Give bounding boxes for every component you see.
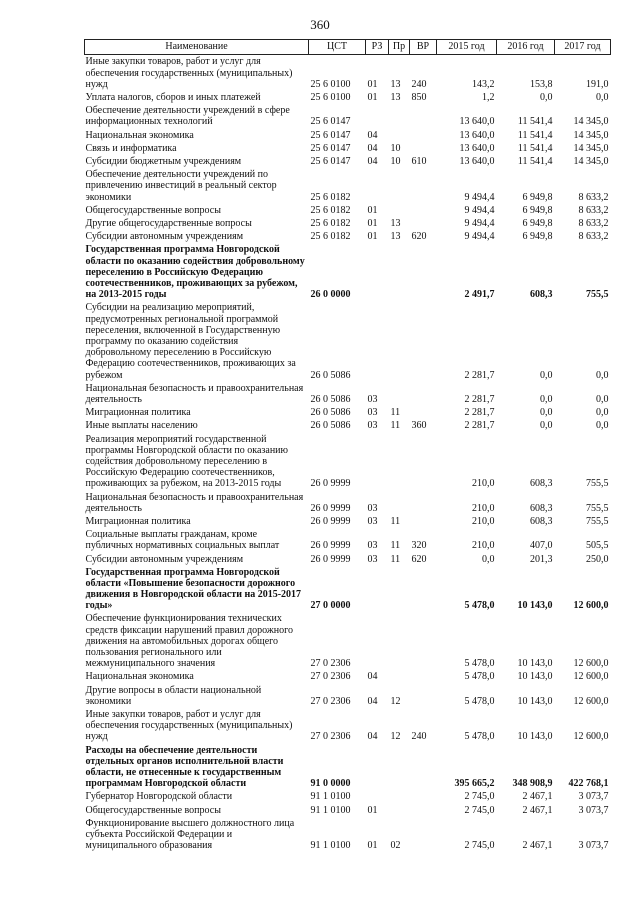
row-rz	[366, 242, 389, 300]
row-2017: 0,0	[596, 393, 609, 405]
row-pr: 11	[390, 540, 401, 552]
row-2015: 9 494,4	[464, 204, 495, 216]
row-name: Губернатор Новгородской области	[85, 791, 233, 803]
row-rz	[366, 612, 389, 670]
row-pr	[389, 789, 410, 802]
row-vr	[410, 300, 437, 380]
row-2016: 11 541,4	[517, 129, 553, 141]
row-vr	[410, 381, 437, 405]
row-vr	[410, 432, 437, 490]
row-rz: 01	[367, 204, 378, 216]
row-vr	[410, 405, 437, 418]
row-2016: 11 541,4	[517, 156, 553, 168]
row-rz: 03	[367, 515, 378, 527]
row-cst: 25 6 0182	[310, 231, 351, 243]
row-pr	[389, 803, 410, 816]
row-rz	[366, 300, 389, 380]
row-vr	[410, 803, 437, 816]
row-rz: 03	[367, 393, 378, 405]
row-2015: 5 478,0	[464, 600, 495, 612]
row-name: Миграционная политика	[85, 407, 191, 419]
row-2016: 2 467,1	[522, 791, 553, 803]
row-cst: 26 0 9999	[310, 478, 351, 490]
row-2017: 755,5	[586, 502, 609, 514]
row-2016: 11 541,4	[517, 142, 553, 154]
row-pr: 02	[390, 840, 401, 852]
row-rz	[366, 789, 389, 802]
header-pr: Пр	[389, 40, 410, 55]
row-pr: 13	[390, 218, 401, 229]
row-2015: 1,2	[482, 92, 495, 104]
row-vr	[410, 141, 437, 154]
row-cst: 27 0 2306	[310, 731, 351, 743]
row-cst: 27 0 2306	[310, 658, 351, 670]
row-rz: 03	[367, 420, 378, 432]
row-pr: 11	[390, 407, 401, 419]
row-2015: 9 494,4	[464, 218, 495, 229]
row-cst: 25 6 0182	[310, 191, 351, 203]
row-pr	[389, 670, 410, 683]
table-row	[85, 90, 611, 103]
row-2017: 755,5	[586, 289, 609, 301]
row-vr	[410, 670, 437, 683]
row-2016: 0,0	[540, 420, 553, 432]
row-2016: 6 949,8	[522, 191, 553, 203]
row-cst: 91 0 0000	[310, 778, 351, 790]
row-cst: 26 0 5086	[310, 420, 351, 432]
row-vr	[410, 128, 437, 141]
row-2016: 10 143,0	[517, 658, 553, 670]
row-2015: 5 478,0	[464, 695, 495, 707]
row-name: Обеспечение деятельности учреждений по привлечению инвестиций в реальный сектор экономики	[85, 169, 277, 203]
row-2015: 5 478,0	[464, 731, 495, 743]
row-rz: 01	[367, 218, 378, 229]
row-name: Функционирование высшего должностного лица субъекта Российской Федерации и муниципального образования	[85, 817, 295, 852]
row-cst: 27 0 2306	[310, 671, 351, 683]
row-name: Уплата налогов, сборов и иных платежей	[85, 92, 261, 104]
row-2017: 12 600,0	[573, 658, 609, 670]
budget-table	[84, 39, 611, 851]
table-body	[85, 55, 611, 852]
row-2015: 210,0	[472, 478, 495, 490]
row-2017: 3 073,7	[578, 791, 609, 803]
row-vr	[410, 167, 437, 203]
row-cst: 25 6 0147	[310, 156, 351, 168]
table-row	[85, 381, 611, 405]
row-2017: 12 600,0	[573, 600, 609, 612]
row-2016: 6 949,8	[522, 218, 553, 229]
row-2017: 0,0	[596, 420, 609, 432]
table-row	[85, 490, 611, 514]
row-2016: 0,0	[540, 92, 553, 104]
row-vr: 850	[411, 92, 427, 104]
row-2015: 9 494,4	[464, 191, 495, 203]
header-vr: ВР	[410, 40, 437, 55]
table-row	[85, 141, 611, 154]
row-2017: 755,5	[586, 478, 609, 490]
row-rz: 04	[367, 731, 378, 743]
table-row	[85, 514, 611, 527]
header-name: Наименование	[85, 40, 309, 55]
row-pr: 13	[390, 231, 401, 243]
row-cst: 26 0 0000	[310, 289, 351, 301]
row-vr	[410, 203, 437, 216]
row-pr	[389, 565, 410, 612]
table-row	[85, 405, 611, 418]
row-name: Государственная программа Новгородской области «Повышение безопасности дорожного движения в Новгородской области на 2015-2017 годы»	[85, 566, 302, 612]
row-cst: 25 6 0147	[310, 129, 351, 141]
row-2016: 407,0	[530, 540, 553, 552]
row-name: Другие вопросы в области национальной экономики	[85, 684, 262, 707]
row-cst: 25 6 0182	[310, 218, 351, 229]
row-2015: 2 745,0	[464, 804, 495, 816]
row-pr: 11	[390, 420, 401, 432]
row-name: Социальные выплаты гражданам, кроме публичных нормативных социальных выплат	[85, 529, 280, 552]
row-rz: 01	[367, 840, 378, 852]
page-number: 360	[310, 17, 330, 32]
row-vr	[410, 743, 437, 790]
row-vr	[410, 816, 437, 852]
row-cst: 26 0 5086	[310, 369, 351, 381]
table-row	[85, 612, 611, 670]
row-2017: 0,0	[596, 407, 609, 419]
table-row	[85, 527, 611, 551]
row-cst: 26 0 9999	[310, 540, 351, 552]
table-row	[85, 707, 611, 743]
header-cst: ЦСТ	[309, 40, 366, 55]
table-row	[85, 670, 611, 683]
table-row	[85, 167, 611, 203]
row-name: Субсидии на реализацию мероприятий, предусмотренных региональной программой переселения, включенной в Государственную программу по оказанию содействия добровольному переселению в Российскую Федерацию соотечественников, проживающих за рубежом	[85, 302, 296, 381]
row-rz: 04	[367, 129, 378, 141]
row-2016: 201,3	[530, 553, 553, 565]
row-2016: 608,3	[530, 478, 553, 490]
row-vr: 610	[411, 156, 427, 168]
row-name: Расходы на обеспечение деятельности отдельных органов исполнительной власти области, не отнесенные к государственным программам Новгородской области	[85, 744, 284, 790]
row-name: Государственная программа Новгородской области по оказанию содействия добровольному переселению в Российскую Федерацию соотечественников, проживающих за рубежом, на 2013-2015 годы	[85, 244, 305, 301]
row-vr	[410, 612, 437, 670]
row-2017: 14 345,0	[573, 142, 609, 154]
table-row	[85, 743, 611, 790]
row-2017: 12 600,0	[573, 695, 609, 707]
row-2016: 10 143,0	[517, 671, 553, 683]
row-name: Общегосударственные вопросы	[85, 204, 221, 216]
row-pr: 11	[390, 515, 401, 527]
row-pr	[389, 167, 410, 203]
row-2017: 12 600,0	[573, 671, 609, 683]
row-cst: 25 6 0182	[310, 204, 351, 216]
row-pr: 12	[390, 731, 401, 743]
row-vr	[410, 216, 437, 229]
row-2015: 2 745,0	[464, 840, 495, 852]
row-pr: 13	[390, 78, 401, 90]
row-2015: 2 745,0	[464, 791, 495, 803]
row-2017: 250,0	[586, 553, 609, 565]
row-cst: 25 6 0100	[310, 92, 351, 104]
row-cst: 26 0 5086	[310, 393, 351, 405]
row-cst: 26 0 9999	[310, 502, 351, 514]
row-name: Субсидии автономным учреждениям	[85, 231, 244, 243]
table-row	[85, 418, 611, 431]
row-rz	[366, 432, 389, 490]
row-vr	[410, 683, 437, 707]
table-row	[85, 552, 611, 565]
row-2015: 2 491,7	[464, 289, 495, 301]
row-pr	[389, 103, 410, 127]
row-vr	[410, 565, 437, 612]
row-rz: 03	[367, 553, 378, 565]
row-2016: 6 949,8	[522, 231, 553, 243]
row-rz: 03	[367, 540, 378, 552]
row-name: Обеспечение деятельности учреждений в сфере информационных технологий	[85, 105, 290, 128]
row-rz: 03	[367, 502, 378, 514]
row-pr	[389, 300, 410, 380]
row-name: Национальная экономика	[85, 129, 194, 141]
row-2016: 153,8	[530, 78, 553, 90]
row-name: Иные выплаты населению	[85, 420, 198, 432]
row-name: Обеспечение функционирования технических средств фиксации нарушений правил дорожного движения на автомобильных дорогах общего пользования регионального или межмуниципального значения	[85, 613, 294, 670]
table-row	[85, 432, 611, 490]
row-name: Реализация мероприятий государственной программы Новгородской области по оказанию содействия добровольному переселению в Российскую Федерацию соотечественников, проживающих за рубежом, на 2013-2015 годы	[85, 433, 288, 490]
row-2016: 348 908,9	[512, 778, 553, 790]
row-2016: 0,0	[540, 407, 553, 419]
row-2015: 13 640,0	[459, 116, 495, 128]
row-pr: 13	[390, 92, 401, 104]
row-rz: 04	[367, 142, 378, 154]
row-pr: 11	[390, 553, 401, 565]
row-pr	[389, 612, 410, 670]
row-2017: 755,5	[586, 515, 609, 527]
row-cst: 26 0 9999	[310, 515, 351, 527]
row-2015: 13 640,0	[459, 142, 495, 154]
table-row	[85, 55, 611, 91]
row-2017: 422 768,1	[568, 778, 609, 790]
row-vr: 320	[411, 540, 427, 552]
row-2015: 210,0	[472, 515, 495, 527]
row-pr	[389, 381, 410, 405]
row-vr: 240	[411, 731, 427, 743]
row-2017: 12 600,0	[573, 731, 609, 743]
row-2016: 10 143,0	[517, 600, 553, 612]
row-2017: 8 633,2	[578, 231, 609, 243]
row-2015: 395 665,2	[454, 778, 495, 790]
row-2015: 0,0	[482, 553, 495, 565]
row-pr	[389, 490, 410, 514]
row-2016: 0,0	[540, 369, 553, 381]
row-cst: 91 1 0100	[310, 791, 351, 803]
table-row	[85, 565, 611, 612]
row-2016: 10 143,0	[517, 695, 553, 707]
row-cst: 26 0 9999	[310, 553, 351, 565]
row-vr	[410, 103, 437, 127]
row-pr	[389, 242, 410, 300]
row-2015: 9 494,4	[464, 231, 495, 243]
table-row	[85, 216, 611, 229]
row-rz: 01	[367, 92, 378, 104]
table-row	[85, 803, 611, 816]
row-rz: 04	[367, 695, 378, 707]
table-row	[85, 683, 611, 707]
table-row	[85, 229, 611, 242]
row-pr: 12	[390, 695, 401, 707]
row-2016: 2 467,1	[522, 840, 553, 852]
row-2015: 2 281,7	[464, 407, 495, 419]
row-2016: 608,3	[530, 515, 553, 527]
row-cst: 26 0 5086	[310, 407, 351, 419]
row-2017: 14 345,0	[573, 129, 609, 141]
row-cst: 27 0 0000	[310, 600, 351, 612]
row-2016: 608,3	[530, 289, 553, 301]
row-2017: 14 345,0	[573, 156, 609, 168]
row-vr	[410, 490, 437, 514]
row-2015: 13 640,0	[459, 129, 495, 141]
table-row	[85, 789, 611, 802]
row-2016: 608,3	[530, 502, 553, 514]
row-pr: 10	[390, 156, 401, 168]
row-2015: 2 281,7	[464, 369, 495, 381]
row-pr	[389, 432, 410, 490]
row-2015: 5 478,0	[464, 658, 495, 670]
row-2015: 5 478,0	[464, 671, 495, 683]
table-row	[85, 242, 611, 300]
table-row	[85, 816, 611, 852]
table-row	[85, 300, 611, 380]
row-rz: 01	[367, 231, 378, 243]
table-row	[85, 103, 611, 127]
row-cst: 25 6 0147	[310, 142, 351, 154]
row-pr	[389, 743, 410, 790]
header-2016: 2016 год	[497, 40, 555, 55]
row-cst: 91 1 0100	[310, 804, 351, 816]
row-2017: 0,0	[596, 92, 609, 104]
row-2017: 3 073,7	[578, 804, 609, 816]
row-2015: 13 640,0	[459, 156, 495, 168]
row-2016: 0,0	[540, 393, 553, 405]
row-2017: 14 345,0	[573, 116, 609, 128]
row-name: Национальная экономика	[85, 671, 194, 683]
row-2015: 210,0	[472, 502, 495, 514]
row-vr: 620	[411, 553, 427, 565]
table-row	[85, 128, 611, 141]
row-cst: 25 6 0147	[310, 116, 351, 128]
row-rz: 03	[367, 407, 378, 419]
row-cst: 27 0 2306	[310, 695, 351, 707]
row-2016: 10 143,0	[517, 731, 553, 743]
row-2016: 6 949,8	[522, 204, 553, 216]
row-cst: 25 6 0100	[310, 78, 351, 90]
row-pr	[389, 128, 410, 141]
row-rz: 04	[367, 671, 378, 683]
row-name: Субсидии автономным учреждениям	[85, 553, 244, 565]
row-2016: 11 541,4	[517, 116, 553, 128]
row-vr: 360	[411, 420, 427, 432]
row-name: Субсидии бюджетным учреждениям	[85, 156, 242, 168]
row-2017: 8 633,2	[578, 191, 609, 203]
row-name: Иные закупки товаров, работ и услуг для обеспечения государственных (муниципальных) нужд	[85, 56, 293, 90]
row-2017: 3 073,7	[578, 840, 609, 852]
row-name: Связь и информатика	[85, 142, 177, 154]
header-2017: 2017 год	[555, 40, 611, 55]
table-row	[85, 154, 611, 167]
row-rz	[366, 743, 389, 790]
row-vr	[410, 514, 437, 527]
table-row	[85, 203, 611, 216]
row-rz	[366, 167, 389, 203]
row-2015: 2 281,7	[464, 393, 495, 405]
row-2016: 2 467,1	[522, 804, 553, 816]
row-pr	[389, 203, 410, 216]
row-2017: 0,0	[596, 369, 609, 381]
row-vr	[410, 242, 437, 300]
table-header-row	[85, 40, 611, 55]
row-name: Национальная безопасность и правоохранительная деятельность	[85, 382, 304, 405]
row-name: Национальная безопасность и правоохранительная деятельность	[85, 491, 304, 514]
row-name: Общегосударственные вопросы	[85, 804, 221, 816]
row-name: Миграционная политика	[85, 515, 191, 527]
row-name: Другие общегосударственные вопросы	[85, 218, 252, 229]
row-name: Иные закупки товаров, работ и услуг для обеспечения государственных (муниципальных) нужд	[85, 709, 293, 743]
row-2017: 8 633,2	[578, 204, 609, 216]
row-cst: 91 1 0100	[310, 840, 351, 852]
header-rz: РЗ	[366, 40, 389, 55]
row-2017: 191,0	[586, 78, 609, 90]
row-rz	[366, 565, 389, 612]
row-vr	[410, 789, 437, 802]
row-2017: 505,5	[586, 540, 609, 552]
row-rz	[366, 103, 389, 127]
row-2015: 2 281,7	[464, 420, 495, 432]
row-rz: 01	[367, 78, 378, 90]
row-2015: 143,2	[472, 78, 495, 90]
row-vr: 620	[411, 231, 427, 243]
row-rz: 04	[367, 156, 378, 168]
row-pr: 10	[390, 142, 401, 154]
row-2015: 210,0	[472, 540, 495, 552]
header-2015: 2015 год	[437, 40, 497, 55]
row-rz: 01	[367, 804, 378, 816]
row-vr: 240	[411, 78, 427, 90]
row-2017: 8 633,2	[578, 218, 609, 229]
